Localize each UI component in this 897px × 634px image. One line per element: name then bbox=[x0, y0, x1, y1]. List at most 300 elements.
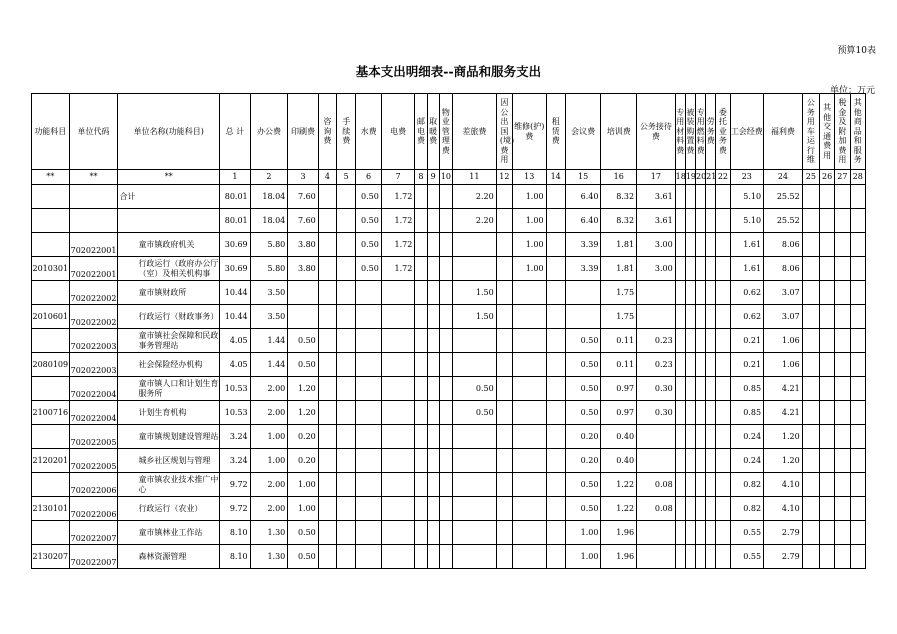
unit-name-cell: 行政运行（农业） bbox=[118, 497, 220, 521]
amount-cell bbox=[512, 329, 546, 353]
amount-cell: 80.01 bbox=[220, 209, 251, 233]
unit-name-cell: 童市镇林业工作站 bbox=[118, 521, 220, 545]
amount-cell bbox=[695, 185, 705, 209]
amount-cell bbox=[496, 305, 512, 329]
table-row bbox=[32, 257, 866, 281]
amount-cell bbox=[850, 209, 865, 233]
amount-cell bbox=[415, 521, 427, 545]
amount-cell bbox=[546, 425, 565, 449]
amount-cell bbox=[337, 377, 356, 401]
unit-label: 单位：万元 bbox=[829, 86, 875, 96]
form-number: 预算10表 bbox=[837, 46, 876, 56]
amount-cell bbox=[318, 185, 336, 209]
amount-cell bbox=[452, 497, 496, 521]
index-row bbox=[32, 170, 866, 185]
amount-cell: 3.50 bbox=[250, 281, 288, 305]
amount-cell: 80.01 bbox=[220, 185, 251, 209]
amount-cell bbox=[356, 377, 381, 401]
amount-cell bbox=[685, 209, 695, 233]
amount-cell: 0.50 bbox=[565, 497, 601, 521]
amount-cell bbox=[716, 257, 730, 281]
amount-cell bbox=[820, 233, 835, 257]
amount-cell bbox=[415, 185, 427, 209]
column-header-label: 手续费 bbox=[342, 117, 351, 146]
unit-code-cell: 702022007 bbox=[69, 545, 118, 569]
amount-cell bbox=[439, 425, 452, 449]
amount-cell bbox=[439, 545, 452, 569]
amount-cell bbox=[439, 449, 452, 473]
amount-cell bbox=[820, 209, 835, 233]
amount-cell bbox=[835, 449, 850, 473]
amount-cell bbox=[716, 281, 730, 305]
amount-cell bbox=[716, 209, 730, 233]
amount-cell bbox=[820, 377, 835, 401]
amount-cell bbox=[415, 449, 427, 473]
amount-cell bbox=[675, 377, 685, 401]
amount-cell: 3.07 bbox=[764, 305, 803, 329]
column-index: ** bbox=[32, 170, 70, 185]
amount-cell bbox=[675, 425, 685, 449]
amount-cell bbox=[802, 521, 819, 545]
amount-cell: 4.05 bbox=[220, 353, 251, 377]
amount-cell bbox=[802, 233, 819, 257]
amount-cell bbox=[835, 185, 850, 209]
amount-cell bbox=[546, 521, 565, 545]
unit-code-cell: 702022004 bbox=[69, 377, 118, 401]
column-header: 维修(护)费 bbox=[512, 94, 546, 170]
amount-cell bbox=[802, 305, 819, 329]
amount-cell bbox=[496, 353, 512, 377]
amount-cell bbox=[337, 425, 356, 449]
amount-cell bbox=[835, 497, 850, 521]
amount-cell bbox=[716, 329, 730, 353]
expenditure-table bbox=[31, 93, 866, 569]
amount-cell: 1.61 bbox=[730, 233, 764, 257]
amount-cell: 0.62 bbox=[730, 281, 764, 305]
column-header-label: 租赁费 bbox=[551, 117, 560, 146]
amount-cell bbox=[496, 329, 512, 353]
unit-name-cell: 城乡社区规划与管理 bbox=[118, 449, 220, 473]
amount-cell bbox=[675, 257, 685, 281]
amount-cell: 0.30 bbox=[637, 401, 676, 425]
amount-cell bbox=[318, 305, 336, 329]
amount-cell bbox=[356, 449, 381, 473]
function-code-cell bbox=[32, 233, 70, 257]
amount-cell: 2.79 bbox=[764, 545, 803, 569]
amount-cell bbox=[337, 329, 356, 353]
amount-cell: 10.44 bbox=[220, 281, 251, 305]
amount-cell: 0.24 bbox=[730, 449, 764, 473]
amount-cell bbox=[706, 209, 716, 233]
amount-cell: 0.08 bbox=[637, 473, 676, 497]
amount-cell: 25.52 bbox=[764, 209, 803, 233]
amount-cell: 4.21 bbox=[764, 401, 803, 425]
amount-cell bbox=[637, 281, 676, 305]
amount-cell bbox=[802, 449, 819, 473]
amount-cell: 10.53 bbox=[220, 401, 251, 425]
amount-cell bbox=[685, 401, 695, 425]
amount-cell bbox=[675, 401, 685, 425]
amount-cell bbox=[356, 401, 381, 425]
amount-cell bbox=[381, 353, 415, 377]
amount-cell bbox=[496, 425, 512, 449]
amount-cell: 0.08 bbox=[637, 497, 676, 521]
amount-cell bbox=[452, 257, 496, 281]
amount-cell: 1.81 bbox=[601, 257, 637, 281]
column-header-label: 被装购置费 bbox=[686, 107, 695, 155]
amount-cell bbox=[685, 233, 695, 257]
amount-cell bbox=[337, 401, 356, 425]
amount-cell bbox=[546, 449, 565, 473]
amount-cell: 0.50 bbox=[288, 353, 319, 377]
amount-cell bbox=[318, 353, 336, 377]
amount-cell bbox=[685, 305, 695, 329]
amount-cell bbox=[439, 521, 452, 545]
amount-cell: 0.50 bbox=[288, 521, 319, 545]
column-header: 电费 bbox=[381, 94, 415, 170]
amount-cell bbox=[496, 281, 512, 305]
amount-cell bbox=[512, 521, 546, 545]
amount-cell bbox=[685, 425, 695, 449]
amount-cell: 0.24 bbox=[730, 425, 764, 449]
amount-cell bbox=[546, 329, 565, 353]
amount-cell: 1.00 bbox=[512, 185, 546, 209]
amount-cell bbox=[381, 497, 415, 521]
amount-cell bbox=[820, 281, 835, 305]
amount-cell bbox=[706, 545, 716, 569]
amount-cell bbox=[706, 305, 716, 329]
column-index: 17 bbox=[637, 170, 676, 185]
column-index: 24 bbox=[764, 170, 803, 185]
amount-cell: 0.50 bbox=[565, 377, 601, 401]
amount-cell: 3.80 bbox=[288, 233, 319, 257]
amount-cell bbox=[695, 329, 705, 353]
column-header: 福利费 bbox=[764, 94, 803, 170]
amount-cell: 2.79 bbox=[764, 521, 803, 545]
amount-cell: 0.50 bbox=[565, 353, 601, 377]
amount-cell bbox=[452, 425, 496, 449]
amount-cell bbox=[439, 281, 452, 305]
amount-cell bbox=[337, 209, 356, 233]
amount-cell bbox=[802, 353, 819, 377]
amount-cell bbox=[288, 281, 319, 305]
amount-cell bbox=[496, 545, 512, 569]
amount-cell: 0.50 bbox=[356, 233, 381, 257]
amount-cell bbox=[850, 497, 865, 521]
amount-cell bbox=[820, 545, 835, 569]
amount-cell bbox=[695, 233, 705, 257]
column-header-label: 专用燃料费 bbox=[696, 107, 705, 155]
amount-cell bbox=[835, 377, 850, 401]
amount-cell bbox=[706, 473, 716, 497]
amount-cell bbox=[706, 185, 716, 209]
column-header-label: 邮电费 bbox=[416, 117, 425, 146]
column-index: 18 bbox=[675, 170, 685, 185]
amount-cell: 3.39 bbox=[565, 257, 601, 281]
unit-name-cell: 行政运行（财政事务） bbox=[118, 305, 220, 329]
amount-cell: 3.80 bbox=[288, 257, 319, 281]
amount-cell bbox=[835, 425, 850, 449]
amount-cell bbox=[685, 257, 695, 281]
amount-cell bbox=[427, 353, 439, 377]
unit-code-cell: 702022004 bbox=[69, 401, 118, 425]
table-row bbox=[32, 281, 866, 305]
amount-cell bbox=[496, 257, 512, 281]
amount-cell bbox=[546, 257, 565, 281]
amount-cell bbox=[675, 353, 685, 377]
column-index: 26 bbox=[820, 170, 835, 185]
amount-cell bbox=[835, 545, 850, 569]
amount-cell: 0.50 bbox=[452, 401, 496, 425]
amount-cell bbox=[695, 257, 705, 281]
amount-cell: 1.20 bbox=[764, 425, 803, 449]
column-index: 8 bbox=[415, 170, 427, 185]
amount-cell bbox=[356, 425, 381, 449]
amount-cell: 0.20 bbox=[288, 425, 319, 449]
table-row bbox=[32, 185, 866, 209]
amount-cell: 0.50 bbox=[356, 257, 381, 281]
amount-cell bbox=[512, 449, 546, 473]
column-header: 单位名称(功能科目) bbox=[118, 94, 220, 170]
amount-cell bbox=[512, 353, 546, 377]
column-header bbox=[802, 94, 819, 170]
amount-cell bbox=[381, 473, 415, 497]
column-index: 22 bbox=[716, 170, 730, 185]
amount-cell bbox=[415, 233, 427, 257]
unit-code-cell: 702022001 bbox=[69, 233, 118, 257]
amount-cell: 10.44 bbox=[220, 305, 251, 329]
amount-cell bbox=[415, 257, 427, 281]
function-code-cell: 2080109 bbox=[32, 353, 70, 377]
amount-cell bbox=[716, 425, 730, 449]
amount-cell bbox=[685, 377, 695, 401]
column-header bbox=[675, 94, 685, 170]
amount-cell bbox=[415, 473, 427, 497]
amount-cell bbox=[452, 353, 496, 377]
amount-cell bbox=[637, 425, 676, 449]
amount-cell: 1.00 bbox=[250, 425, 288, 449]
column-header: 培训费 bbox=[601, 94, 637, 170]
function-code-cell: 2010601 bbox=[32, 305, 70, 329]
amount-cell bbox=[496, 377, 512, 401]
amount-cell: 2.00 bbox=[250, 401, 288, 425]
column-index: 7 bbox=[381, 170, 415, 185]
amount-cell bbox=[675, 545, 685, 569]
unit-code-cell: 702022006 bbox=[69, 473, 118, 497]
column-header: 会议费 bbox=[565, 94, 601, 170]
column-header-label: 专用材料费 bbox=[676, 107, 685, 155]
table-row bbox=[32, 473, 866, 497]
amount-cell: 1.96 bbox=[601, 545, 637, 569]
column-header: 办公费 bbox=[250, 94, 288, 170]
amount-cell bbox=[318, 545, 336, 569]
amount-cell bbox=[716, 521, 730, 545]
amount-cell bbox=[439, 209, 452, 233]
amount-cell: 0.20 bbox=[288, 449, 319, 473]
amount-cell: 1.30 bbox=[250, 521, 288, 545]
amount-cell bbox=[802, 329, 819, 353]
amount-cell bbox=[820, 257, 835, 281]
amount-cell bbox=[835, 305, 850, 329]
amount-cell bbox=[716, 545, 730, 569]
amount-cell bbox=[318, 497, 336, 521]
amount-cell bbox=[512, 377, 546, 401]
amount-cell bbox=[850, 521, 865, 545]
function-code-cell bbox=[32, 281, 70, 305]
function-code-cell bbox=[32, 209, 70, 233]
amount-cell bbox=[381, 449, 415, 473]
column-index: 10 bbox=[439, 170, 452, 185]
amount-cell: 3.24 bbox=[220, 449, 251, 473]
amount-cell bbox=[716, 305, 730, 329]
amount-cell: 1.00 bbox=[512, 233, 546, 257]
amount-cell: 6.40 bbox=[565, 185, 601, 209]
amount-cell bbox=[835, 209, 850, 233]
amount-cell bbox=[685, 497, 695, 521]
amount-cell bbox=[695, 209, 705, 233]
amount-cell: 0.40 bbox=[601, 425, 637, 449]
amount-cell: 3.61 bbox=[637, 185, 676, 209]
amount-cell: 9.72 bbox=[220, 497, 251, 521]
amount-cell: 2.00 bbox=[250, 497, 288, 521]
column-header bbox=[427, 94, 439, 170]
amount-cell bbox=[685, 545, 695, 569]
column-header: 功能科目 bbox=[32, 94, 70, 170]
amount-cell: 0.85 bbox=[730, 377, 764, 401]
unit-name-cell: 童市镇农业技术推广中心 bbox=[118, 473, 220, 497]
amount-cell bbox=[427, 377, 439, 401]
amount-cell: 1.75 bbox=[601, 281, 637, 305]
amount-cell bbox=[685, 329, 695, 353]
amount-cell bbox=[675, 233, 685, 257]
amount-cell bbox=[675, 305, 685, 329]
amount-cell bbox=[716, 353, 730, 377]
unit-code-cell: 702022006 bbox=[69, 497, 118, 521]
amount-cell: 1.00 bbox=[512, 209, 546, 233]
amount-cell bbox=[337, 257, 356, 281]
amount-cell: 1.61 bbox=[730, 257, 764, 281]
unit-code-cell: 702022002 bbox=[69, 305, 118, 329]
column-header-label: 物业管理费 bbox=[441, 107, 450, 155]
column-header bbox=[706, 94, 716, 170]
column-index: 27 bbox=[835, 170, 850, 185]
amount-cell bbox=[850, 449, 865, 473]
column-header-label: 公务用车运行维 bbox=[806, 98, 815, 165]
amount-cell: 6.40 bbox=[565, 209, 601, 233]
amount-cell bbox=[706, 257, 716, 281]
amount-cell: 0.20 bbox=[565, 449, 601, 473]
column-index: 1 bbox=[220, 170, 251, 185]
amount-cell bbox=[496, 233, 512, 257]
amount-cell bbox=[337, 521, 356, 545]
header-row bbox=[32, 94, 866, 170]
amount-cell: 1.75 bbox=[601, 305, 637, 329]
amount-cell: 3.07 bbox=[764, 281, 803, 305]
unit-name-cell: 计划生育机构 bbox=[118, 401, 220, 425]
amount-cell bbox=[637, 305, 676, 329]
amount-cell bbox=[439, 185, 452, 209]
unit-name-cell: 童市镇财政所 bbox=[118, 281, 220, 305]
amount-cell bbox=[706, 425, 716, 449]
amount-cell: 1.00 bbox=[288, 473, 319, 497]
amount-cell bbox=[685, 281, 695, 305]
unit-code-cell: 702022002 bbox=[69, 281, 118, 305]
amount-cell bbox=[716, 185, 730, 209]
column-header-label: 取暖费 bbox=[429, 117, 438, 146]
table-row bbox=[32, 329, 866, 353]
table-row bbox=[32, 497, 866, 521]
column-header bbox=[546, 94, 565, 170]
amount-cell bbox=[427, 281, 439, 305]
amount-cell bbox=[415, 401, 427, 425]
amount-cell bbox=[546, 473, 565, 497]
amount-cell bbox=[850, 281, 865, 305]
amount-cell bbox=[695, 449, 705, 473]
amount-cell bbox=[716, 497, 730, 521]
table-row bbox=[32, 401, 866, 425]
amount-cell: 0.23 bbox=[637, 329, 676, 353]
amount-cell: 2.00 bbox=[250, 377, 288, 401]
amount-cell bbox=[706, 497, 716, 521]
column-index: 9 bbox=[427, 170, 439, 185]
column-index: 28 bbox=[850, 170, 865, 185]
amount-cell bbox=[356, 329, 381, 353]
amount-cell bbox=[820, 401, 835, 425]
amount-cell: 1.50 bbox=[452, 281, 496, 305]
amount-cell bbox=[835, 233, 850, 257]
amount-cell: 8.10 bbox=[220, 521, 251, 545]
amount-cell: 1.72 bbox=[381, 257, 415, 281]
amount-cell bbox=[802, 545, 819, 569]
amount-cell bbox=[439, 473, 452, 497]
amount-cell bbox=[415, 329, 427, 353]
unit-code-cell bbox=[69, 209, 118, 233]
amount-cell bbox=[427, 185, 439, 209]
amount-cell: 0.50 bbox=[288, 329, 319, 353]
amount-cell bbox=[496, 401, 512, 425]
amount-cell bbox=[685, 449, 695, 473]
amount-cell bbox=[337, 449, 356, 473]
amount-cell bbox=[439, 233, 452, 257]
amount-cell bbox=[546, 401, 565, 425]
amount-cell bbox=[427, 449, 439, 473]
amount-cell: 1.06 bbox=[764, 329, 803, 353]
amount-cell bbox=[427, 473, 439, 497]
amount-cell bbox=[716, 401, 730, 425]
amount-cell bbox=[318, 257, 336, 281]
table-row bbox=[32, 353, 866, 377]
column-header-label: 其他商品和服务 bbox=[853, 98, 862, 165]
amount-cell: 25.52 bbox=[764, 185, 803, 209]
amount-cell bbox=[427, 497, 439, 521]
amount-cell bbox=[439, 497, 452, 521]
amount-cell: 1.72 bbox=[381, 233, 415, 257]
amount-cell bbox=[835, 521, 850, 545]
column-index: 21 bbox=[706, 170, 716, 185]
amount-cell bbox=[695, 377, 705, 401]
amount-cell bbox=[496, 449, 512, 473]
column-index: 16 bbox=[601, 170, 637, 185]
amount-cell bbox=[439, 401, 452, 425]
amount-cell bbox=[427, 305, 439, 329]
amount-cell bbox=[415, 497, 427, 521]
unit-name-cell bbox=[118, 209, 220, 233]
column-header bbox=[685, 94, 695, 170]
column-index: 13 bbox=[512, 170, 546, 185]
amount-cell bbox=[716, 449, 730, 473]
column-header: 印刷费 bbox=[288, 94, 319, 170]
amount-cell: 0.50 bbox=[288, 545, 319, 569]
